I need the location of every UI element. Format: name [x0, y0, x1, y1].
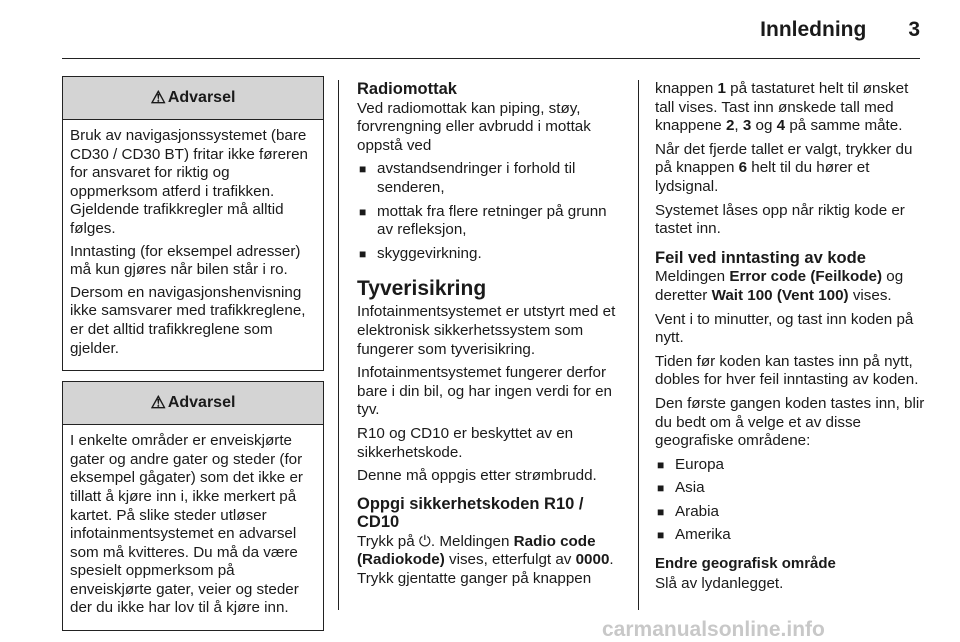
- list-item: ■ Arabia: [655, 503, 925, 522]
- column-2: [357, 80, 622, 594]
- warning-box-2: [62, 381, 324, 631]
- paragraph: Når det fjerde tallet er valgt, trykker du på knappen 6 helt til du hører et lydsignal.: [655, 140, 913, 195]
- paragraph: Infotainmentsystemet fungerer derfor bare i din bil, og har ingen verdi for en tyv.: [357, 364, 612, 419]
- warning-box-body: [63, 425, 323, 630]
- page-number: 3: [908, 18, 920, 41]
- list-item: ■ mottak fra flere retninger på grunn av refleksjon,: [357, 203, 622, 240]
- paragraph: Trykk på ⏻. Meldingen Radio code (Radiokode) vises, etterfulgt av 0000. Trykk gjentatte ganger på knappen: [357, 532, 614, 588]
- section-heading-error: Feil ved inntasting av kode: [655, 248, 866, 267]
- warning-box-header: [63, 382, 323, 425]
- section-heading-code: Oppgi sikkerhetskoden R10 / CD10: [357, 494, 584, 532]
- paragraph: Den første gangen koden tastes inn, blir du bedt om å velge et av disse geografiske områdene:: [655, 394, 925, 450]
- paragraph: Ved radiomottak kan piping, støy, forvrengning eller avbrudd i mottak oppstå ved: [357, 99, 591, 154]
- column-3: [655, 80, 925, 598]
- paragraph: Systemet låses opp når riktig kode er tastet inn.: [655, 201, 905, 238]
- column-1: [62, 76, 324, 641]
- paragraph: Inntasting (for eksempel adresser) må kun gjøres når bilen står i ro.: [70, 242, 301, 279]
- bullet-list: [357, 160, 622, 263]
- paragraph: Slå av lydanlegget.: [655, 574, 784, 592]
- list-item: ■ Amerika: [655, 526, 925, 545]
- column-divider: [638, 80, 639, 610]
- list-item: ■ avstandsendringer i forhold til senderen,: [357, 160, 622, 197]
- paragraph: R10 og CD10 er beskyttet av en sikkerhetskode.: [357, 424, 574, 461]
- paragraph: Dersom en navigasjonshenvisning ikke samsvarer med trafikkreglene, er det alltid trafikkreglene som gjelder.: [70, 283, 306, 357]
- warning-title: Advarsel: [167, 88, 236, 106]
- watermark: carmanualsonline.info: [602, 618, 825, 641]
- warning-box-1: [62, 76, 324, 371]
- list-item: ■ Asia: [655, 479, 925, 498]
- warning-title: Advarsel: [167, 393, 236, 411]
- header-rule: [62, 58, 920, 59]
- column-divider: [338, 80, 339, 610]
- paragraph: Bruk av navigasjonssystemet (bare CD30 / CD30 BT) fritar ikke føreren for ansvaret for riktig og oppmerksom atferd i trafikken. Gjeldende trafikkregler må alltid følges.: [70, 127, 308, 237]
- warning-triangle-icon: ⚠: [150, 87, 166, 107]
- paragraph: knappen 1 på tastaturet helt til ønsket tall vises. Tast inn ønskede tall med knappene 2, 3 og 4 på samme måte.: [655, 80, 909, 135]
- warning-box-header: [63, 77, 323, 120]
- list-item: ■ skyggevirkning.: [357, 245, 622, 264]
- paragraph: Tiden før koden kan tastes inn på nytt, dobles for hver feil inntasting av koden.: [655, 352, 919, 389]
- paragraph: Meldingen Error code (Feilkode) og deretter Wait 100 (Vent 100) vises.: [655, 268, 904, 304]
- section-heading-theft: Tyverisikring: [357, 277, 487, 301]
- page-title: Innledning: [760, 18, 867, 41]
- power-icon: ⏻: [418, 532, 431, 550]
- paragraph: Denne må oppgis etter strømbrudd.: [357, 467, 597, 485]
- page-header: [760, 18, 920, 42]
- list-item: ■ Europa: [655, 456, 925, 475]
- warning-triangle-icon: ⚠: [150, 392, 166, 412]
- warning-box-body: [63, 120, 323, 370]
- section-heading-radio: Radiomottak: [357, 80, 457, 98]
- paragraph: Infotainmentsystemet er utstyrt med et elektronisk sikkerhetssystem som fungerer som tyverisikring.: [357, 303, 616, 358]
- bullet-list: [655, 456, 925, 545]
- paragraph: Vent i to minutter, og tast inn koden på nytt.: [655, 310, 914, 347]
- paragraph: I enkelte områder er enveiskjørte gater og andre gater og steder (for eksempel gågater) som det ikke er tillatt å kjøre inn i, ikke merkert på kartet. På slike steder utløser infotainmentsystemet en advarsel som må kvitteres. Du må da være spesielt oppmerksom på enveiskjørte gater, veier og steder der du ikke har lov til å kjøre inn.: [70, 432, 303, 617]
- section-heading-region: Endre geografisk område: [655, 555, 836, 573]
